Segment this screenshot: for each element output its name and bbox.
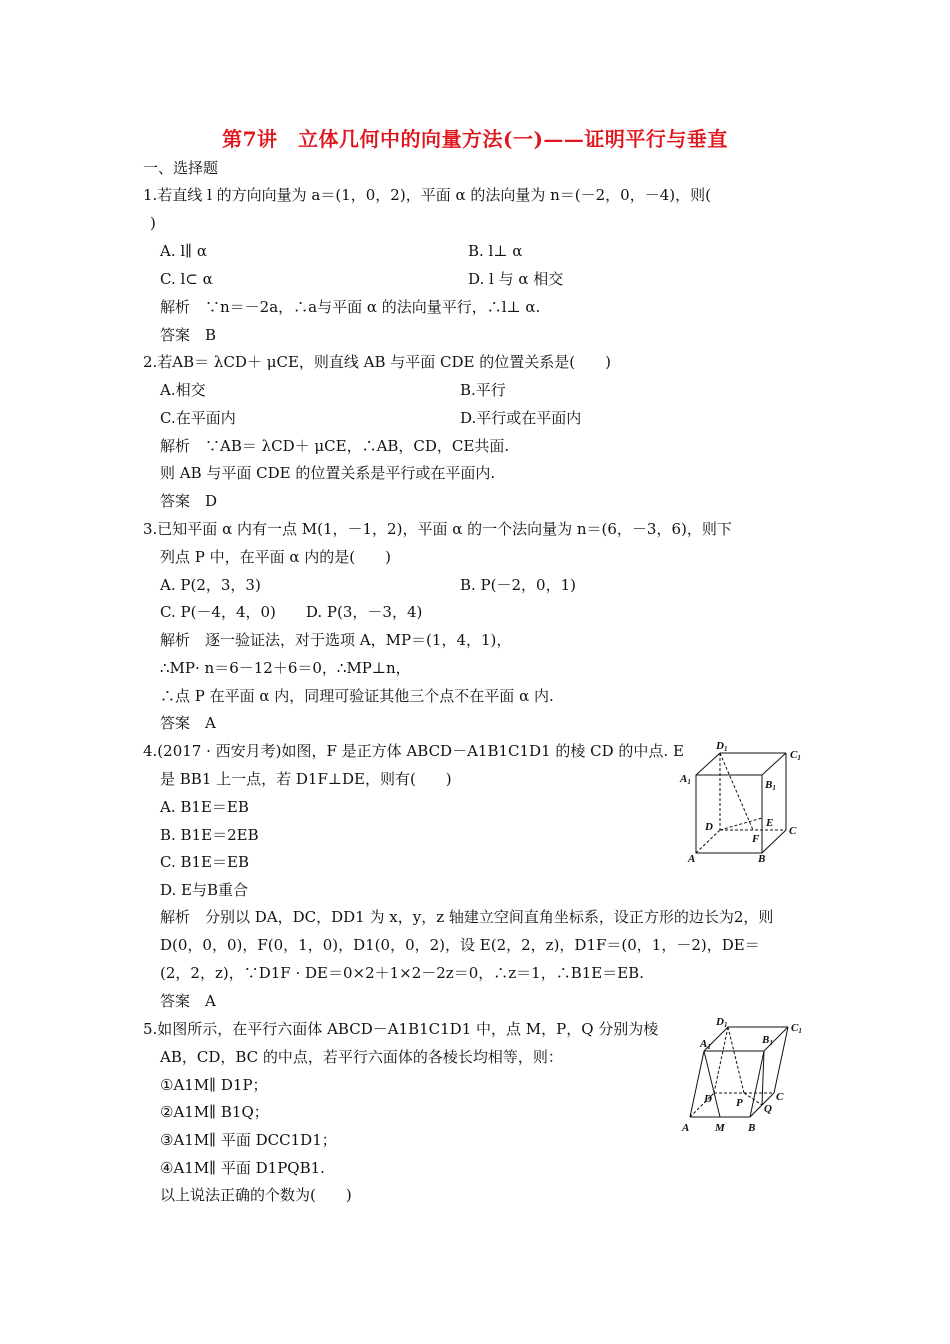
q2-option-d: D.平行或在平面内	[460, 409, 582, 427]
label-b: B	[758, 853, 766, 863]
q4-answer: 答案 A	[160, 992, 216, 1010]
label-c1: C1	[790, 749, 801, 762]
q4-option-c: C. B1E＝EB	[160, 853, 249, 871]
q5-statement-4: ④A1M∥ 平面 D1PQB1.	[160, 1159, 325, 1177]
q4-stem-line2: 是 BB1 上一点，若 D1F⊥DE，则有( )	[160, 770, 452, 788]
section-heading: 一、选择题	[143, 159, 219, 177]
q2-analysis-line2: 则 AB 与平面 CDE 的位置关系是平行或在平面内.	[160, 464, 496, 482]
q5-statement-1: ①A1M∥ D1P；	[160, 1076, 268, 1094]
q4-stem-line1: 4.(2017 · 西安月考)如图，F 是正方体 ABCD－A1B1C1D1 的棱 CD 的中点. E	[143, 742, 684, 760]
q4-option-a: A. B1E＝EB	[160, 798, 249, 816]
q3-analysis-line2: ∴MP· n＝6－12＋6＝0，∴MP⊥n，	[160, 659, 411, 677]
q4-option-b: B. B1E＝2EB	[160, 826, 259, 844]
q5-stem-line2: AB，CD，BC 的中点，若平行六面体的各棱长均相等，则：	[160, 1048, 563, 1066]
page-title: 第7讲 立体几何中的向量方法(一)——证明平行与垂直	[222, 127, 728, 151]
q2-answer: 答案 D	[160, 492, 218, 510]
label-e: E	[766, 817, 774, 829]
q2-option-b: B.平行	[460, 381, 506, 399]
label-q: Q	[764, 1103, 772, 1115]
label-a1: A1	[680, 773, 691, 786]
q5-question: 以上说法正确的个数为( )	[160, 1186, 352, 1204]
q2-option-a: A.相交	[160, 381, 206, 399]
q3-option-b: B. P(－2，0，1)	[460, 576, 576, 594]
label-b1: B1	[762, 1034, 773, 1047]
q3-analysis-line1: 解析 逐一验证法，对于选项 A，MP＝(1，4，1)，	[160, 631, 512, 649]
q4-analysis-line1: 解析 分别以 DA，DC，DD1 为 x，y，z 轴建立空间直角坐标系，设正方形的边长为2，则	[160, 908, 774, 926]
q3-option-cd: C. P(－4，4，0) D. P(3，－3，4)	[160, 603, 423, 621]
q1-answer: 答案 B	[160, 326, 217, 344]
q5-statement-3: ③A1M∥ 平面 DCC1D1；	[160, 1131, 337, 1149]
label-d1: D1	[716, 740, 728, 753]
parallelepiped-figure	[680, 1015, 810, 1135]
label-c1: C1	[791, 1022, 802, 1035]
label-m: M	[715, 1122, 725, 1134]
q2-analysis-line1: 解析 ∵AB＝ λCD＋ μCE，∴AB，CD，CE共面.	[160, 437, 510, 455]
q3-stem-line1: 3.已知平面 α 内有一点 M(1，－1，2)，平面 α 的一个法向量为 n＝(6，－3，6)，则下	[143, 520, 732, 538]
q3-answer: 答案 A	[160, 714, 216, 732]
label-c: C	[776, 1091, 784, 1103]
q5-statement-2: ②A1M∥ B1Q；	[160, 1103, 269, 1121]
q2-option-c: C.在平面内	[160, 409, 236, 427]
label-a: A	[688, 853, 696, 863]
q1-option-a: A. l∥ α	[160, 242, 207, 260]
q5-stem-line1: 5.如图所示，在平行六面体 ABCD－A1B1C1D1 中，点 M，P，Q 分别为棱	[143, 1020, 659, 1038]
label-d1: D1	[716, 1016, 728, 1029]
q4-option-d: D. E与B重合	[160, 881, 249, 899]
q3-option-a: A. P(2，3，3)	[160, 576, 261, 594]
q2-stem: 2.若AB＝ λCD＋ μCE，则直线 AB 与平面 CDE 的位置关系是( )	[143, 353, 611, 371]
q1-stem-line2: )	[150, 214, 156, 232]
q1-option-d: D. l 与 α 相交	[468, 270, 564, 288]
label-b: B	[748, 1122, 756, 1134]
q1-option-b: B. l⊥ α	[468, 242, 523, 260]
label-d: D	[704, 1093, 712, 1105]
q4-analysis-line3: (2，2，z)，∵D1F · DE＝0×2＋1×2－2z＝0，∴z＝1，∴B1E＝EB.	[160, 964, 644, 982]
q1-option-c: C. l⊂ α	[160, 270, 213, 288]
q1-stem-line1: 1.若直线 l 的方向向量为 a＝(1，0，2)，平面 α 的法向量为 n＝(－2，0，－4)，则(	[143, 186, 711, 204]
label-a1: A1	[700, 1038, 711, 1051]
q3-stem-line2: 列点 P 中，在平面 α 内的是( )	[160, 548, 391, 566]
label-c: C	[789, 825, 797, 837]
cube-figure	[678, 738, 808, 863]
label-p: P	[736, 1097, 743, 1109]
label-f: F	[752, 833, 760, 845]
label-d: D	[705, 821, 713, 833]
q1-analysis: 解析 ∵n＝－2a，∴a与平面 α 的法向量平行，∴l⊥ α.	[160, 298, 541, 316]
label-a: A	[682, 1122, 690, 1134]
q4-analysis-line2: D(0，0，0)，F(0，1，0)，D1(0，0，2)，设 E(2，2，z)，D1F＝(0，1，－2)，DE＝	[160, 936, 760, 954]
q3-analysis-line3: ∴点 P 在平面 α 内，同理可验证其他三个点不在平面 α 内.	[160, 687, 554, 705]
label-b1: B1	[765, 779, 776, 792]
